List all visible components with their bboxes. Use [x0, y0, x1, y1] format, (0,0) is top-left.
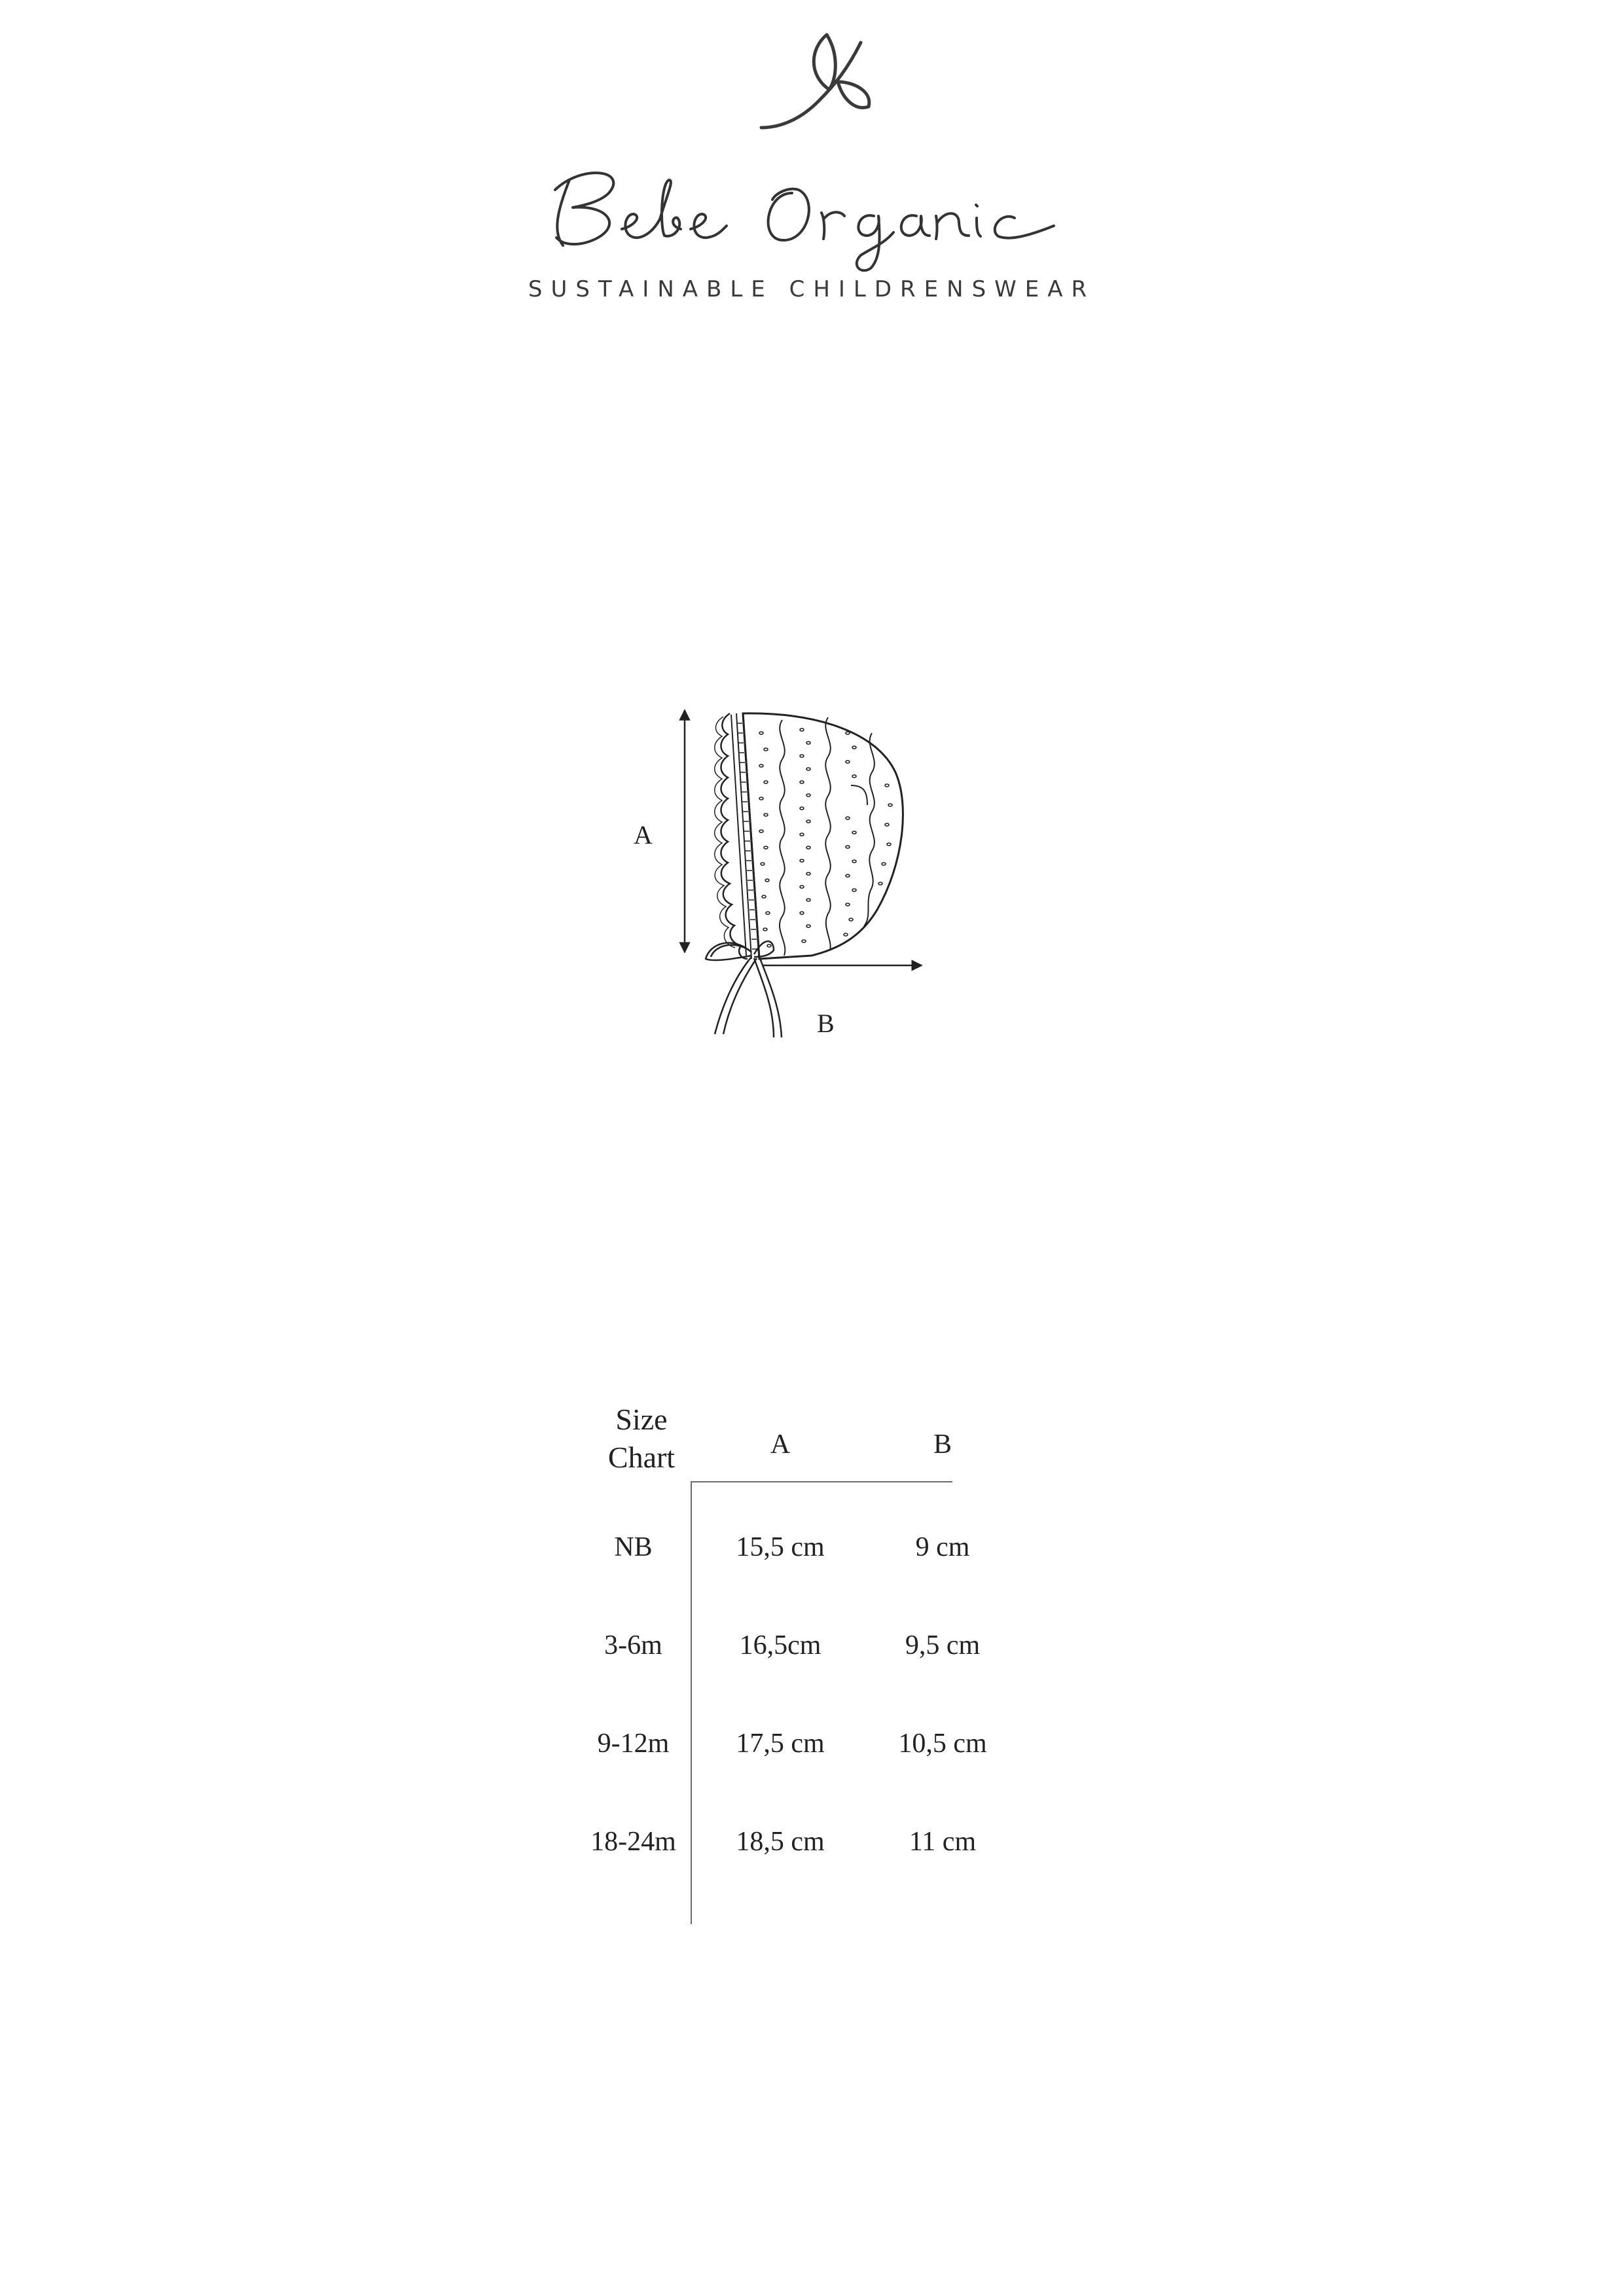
table-row	[576, 1826, 1047, 1865]
dimension-label-b: B	[817, 1009, 835, 1038]
leaf-sprig-icon	[756, 29, 874, 141]
measure-a-cell: 18,5 cm	[736, 1827, 825, 1857]
measure-a-cell: 16,5cm	[739, 1630, 821, 1660]
size-chart-title-line1: Size	[615, 1403, 668, 1436]
size-cell: 18-24m	[590, 1827, 676, 1857]
measure-b-cell: 9,5 cm	[905, 1630, 981, 1660]
column-header-b: B	[933, 1429, 952, 1460]
brand-tagline: SUSTAINABLE CHILDRENSWEAR	[528, 276, 1096, 302]
measure-b-cell: 10,5 cm	[898, 1729, 987, 1759]
table-row	[576, 1630, 1047, 1669]
size-cell: 3-6m	[604, 1630, 662, 1660]
column-header-a: A	[770, 1429, 791, 1460]
size-chart-table	[576, 1401, 1047, 1924]
header-divider	[691, 1481, 952, 1482]
bonnet-illustration	[602, 694, 956, 1047]
size-chart-title	[576, 1401, 707, 1477]
dimension-label-a: A	[634, 820, 653, 850]
measure-b-cell: 9 cm	[915, 1532, 970, 1562]
table-row	[576, 1728, 1047, 1767]
measure-a-cell: 15,5 cm	[736, 1532, 825, 1562]
brand-logo-script	[550, 154, 1074, 278]
table-row	[576, 1532, 1047, 1571]
size-chart-title-line2: Chart	[607, 1441, 676, 1474]
size-cell: 9-12m	[597, 1729, 670, 1759]
size-cell: NB	[614, 1532, 653, 1562]
measure-b-cell: 11 cm	[909, 1827, 977, 1857]
measure-a-cell: 17,5 cm	[736, 1729, 825, 1759]
